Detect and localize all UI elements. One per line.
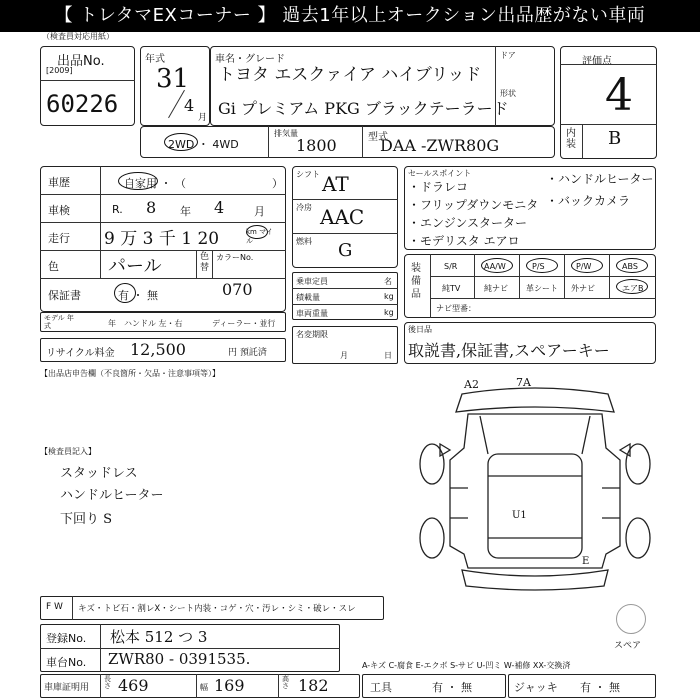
cooling-label: 冷房 bbox=[296, 203, 312, 212]
recycle-unit: 円 預託済 bbox=[228, 348, 267, 358]
tools-value: 有 ・ 無 bbox=[432, 681, 472, 694]
mileage-value: 9 万 3 千 1 20 bbox=[104, 229, 220, 249]
dealer-label: ディーラー・並行 bbox=[212, 319, 276, 328]
registration-label: 登録No. bbox=[46, 632, 87, 645]
equip-leather: 革シート bbox=[526, 284, 558, 293]
score-label: 評価点 bbox=[582, 56, 612, 67]
chassis-value: ZWR80 - 0391535. bbox=[108, 650, 251, 668]
handle-label: ハンドル 左・右 bbox=[124, 319, 183, 328]
spare-tire-icon bbox=[616, 604, 646, 634]
color-code: 070 bbox=[222, 280, 253, 299]
chassis-label: 車台No. bbox=[46, 656, 87, 669]
weight-label: 車両重量 bbox=[296, 309, 328, 318]
inspection-year: 8 bbox=[146, 198, 157, 217]
car-damage-diagram bbox=[410, 368, 660, 598]
cooling-value: AAC bbox=[320, 205, 365, 229]
equip-ps: P/S bbox=[532, 262, 545, 271]
fuel-label: 燃料 bbox=[296, 237, 312, 246]
history-value: 自家用 ・ （ bbox=[124, 177, 186, 190]
registration-value: 松本 512 つ 3 bbox=[110, 628, 208, 646]
length-label: 長さ bbox=[104, 675, 111, 690]
mileage-label: 走行 bbox=[48, 232, 70, 245]
banner: 【 トレタマEXコーナー 】 過去1年以上オークション出品歴がない車両 bbox=[0, 0, 700, 32]
equip-tv: 純TV bbox=[442, 284, 461, 293]
selling-point-right-2: ・バックカメラ bbox=[546, 194, 631, 208]
equip-abs: ABS bbox=[622, 262, 638, 271]
inspector-note-3: 下回り S bbox=[60, 512, 113, 527]
shift-value: AT bbox=[322, 172, 349, 196]
width-value: 169 bbox=[214, 676, 245, 695]
selling-point-right-1: ・ハンドルヒーター bbox=[546, 172, 654, 186]
inspection-year-unit: 年 bbox=[180, 205, 191, 218]
lot-label: 出品No. bbox=[57, 54, 105, 69]
dimensions-label: 車庫証明用 bbox=[44, 683, 90, 693]
score-value: 4 bbox=[605, 70, 633, 121]
fw-label: F W bbox=[46, 602, 63, 612]
warranty-label: 保証書 bbox=[48, 289, 81, 302]
door-label: ドア bbox=[500, 51, 516, 60]
model-year-unit: 年 bbox=[108, 319, 116, 328]
navi-model-label: ナビ型番： bbox=[436, 304, 476, 313]
warranty-value: 有 ・ 無 bbox=[118, 289, 158, 302]
equip-pw: P/W bbox=[576, 262, 592, 271]
name-change-label: 名変期限 bbox=[296, 330, 328, 339]
shift-label: シフト bbox=[296, 170, 320, 179]
month-unit: 月 bbox=[198, 113, 208, 123]
inspector-note-1: スタッドレス bbox=[60, 466, 138, 481]
interior-value: B bbox=[608, 128, 622, 149]
damage-mark-u1: U1 bbox=[512, 510, 527, 521]
lot-number: 60226 bbox=[46, 90, 119, 118]
year-month: 4 bbox=[184, 96, 195, 115]
inspection-era: R. bbox=[112, 203, 123, 216]
color-code-label: カラーNo. bbox=[216, 253, 254, 262]
inspector-note-2: ハンドルヒーター bbox=[60, 488, 164, 503]
accessories-label: 後日品 bbox=[408, 325, 432, 334]
equip-navi: 純ナビ bbox=[484, 284, 508, 293]
inspection-label: 車検 bbox=[48, 204, 70, 217]
inspection-month: 4 bbox=[214, 198, 225, 217]
selling-point-1: ・ドラレコ bbox=[408, 180, 469, 194]
history-close: ） bbox=[272, 177, 283, 190]
jack-value: 有 ・ 無 bbox=[580, 681, 620, 694]
accessories-value: 取説書,保証書,スペアーキー bbox=[408, 341, 610, 360]
name-line2: Gi プレミアム PKG ブラックテーラード bbox=[218, 99, 509, 118]
name-line1: トヨタ エスクァイア ハイブリッド bbox=[218, 65, 482, 85]
model-year-label: モデル 年式 bbox=[44, 314, 74, 330]
tools-label: 工具 bbox=[370, 681, 392, 694]
fuel-value: G bbox=[338, 240, 353, 261]
drive-options: 2WD ・ 4WD bbox=[168, 138, 239, 151]
equip-ext-navi: 外ナビ bbox=[571, 284, 595, 293]
length-value: 469 bbox=[118, 676, 149, 695]
displacement-label: 排気量 bbox=[274, 129, 298, 138]
inspection-month-unit: 月 bbox=[254, 205, 265, 218]
jack-label: ジャッキ bbox=[514, 681, 558, 694]
spare-label: スペア bbox=[614, 641, 642, 651]
selling-points-label: セールスポイント bbox=[408, 169, 472, 178]
inspector-label: 【検査員記入】 bbox=[40, 447, 96, 456]
width-label: 幅 bbox=[200, 683, 208, 692]
load-unit: kg bbox=[384, 292, 394, 301]
height-value: 182 bbox=[298, 676, 329, 695]
equip-sr: S/R bbox=[444, 262, 458, 271]
selling-point-2: ・フリップダウンモニタ bbox=[408, 198, 539, 212]
model-label: 型式 bbox=[368, 132, 388, 143]
year-value: 31 bbox=[156, 64, 190, 94]
mileage-unit: km マイル bbox=[246, 228, 273, 245]
shape-label: 形状 bbox=[500, 89, 516, 98]
capacity-unit: 名 bbox=[384, 277, 392, 286]
history-label: 車歴 bbox=[48, 176, 70, 189]
name-label: 車名・グレード bbox=[215, 54, 285, 65]
damage-legend: A-キズ C-腐食 E-エクボ S-サビ U-凹ミ W-補修 XX-交換済 bbox=[362, 661, 571, 670]
equip-airbag: エアB bbox=[622, 284, 644, 293]
load-label: 積載量 bbox=[296, 293, 320, 302]
year-label: 年式 bbox=[145, 54, 165, 65]
equip-aw: AA/W bbox=[484, 262, 506, 271]
color-change-label: 色替 bbox=[200, 252, 210, 273]
weight-unit: kg bbox=[384, 308, 394, 317]
height-label: 高さ bbox=[282, 675, 289, 690]
fw-text: キズ・トビ石・割レX・シート内装・コゲ・穴・汚レ・シミ・破レ・スレ bbox=[78, 604, 356, 614]
model-value: DAA -ZWR80G bbox=[380, 136, 500, 155]
name-change-day: 日 bbox=[384, 351, 392, 360]
damage-mark-e: E bbox=[582, 556, 590, 567]
displacement-value: 1800 bbox=[296, 136, 337, 155]
recycle-value: 12,500 bbox=[130, 340, 186, 359]
recycle-label: リサイクル料金 bbox=[46, 348, 115, 359]
selling-point-3: ・エンジンスターター bbox=[408, 216, 528, 230]
sub-note: （検査員対応用紙） bbox=[42, 32, 114, 41]
capacity-label: 乗車定員 bbox=[296, 277, 328, 286]
equipment-label: 装備品 bbox=[411, 263, 421, 300]
interior-label: 内装 bbox=[566, 128, 576, 150]
color-value: パール bbox=[108, 256, 162, 277]
lot-stamp: [2009] bbox=[46, 66, 73, 75]
name-change-month: 月 bbox=[340, 351, 348, 360]
damage-mark-7a: 7A bbox=[516, 376, 531, 389]
damage-mark-a2: A2 bbox=[464, 378, 479, 391]
selling-point-4: ・モデリスタ エアロ bbox=[408, 234, 520, 248]
declaration-label: 【出品店申告欄（不良箇所・欠品・注意事項等）】 bbox=[40, 369, 220, 378]
color-label: 色 bbox=[48, 260, 59, 273]
